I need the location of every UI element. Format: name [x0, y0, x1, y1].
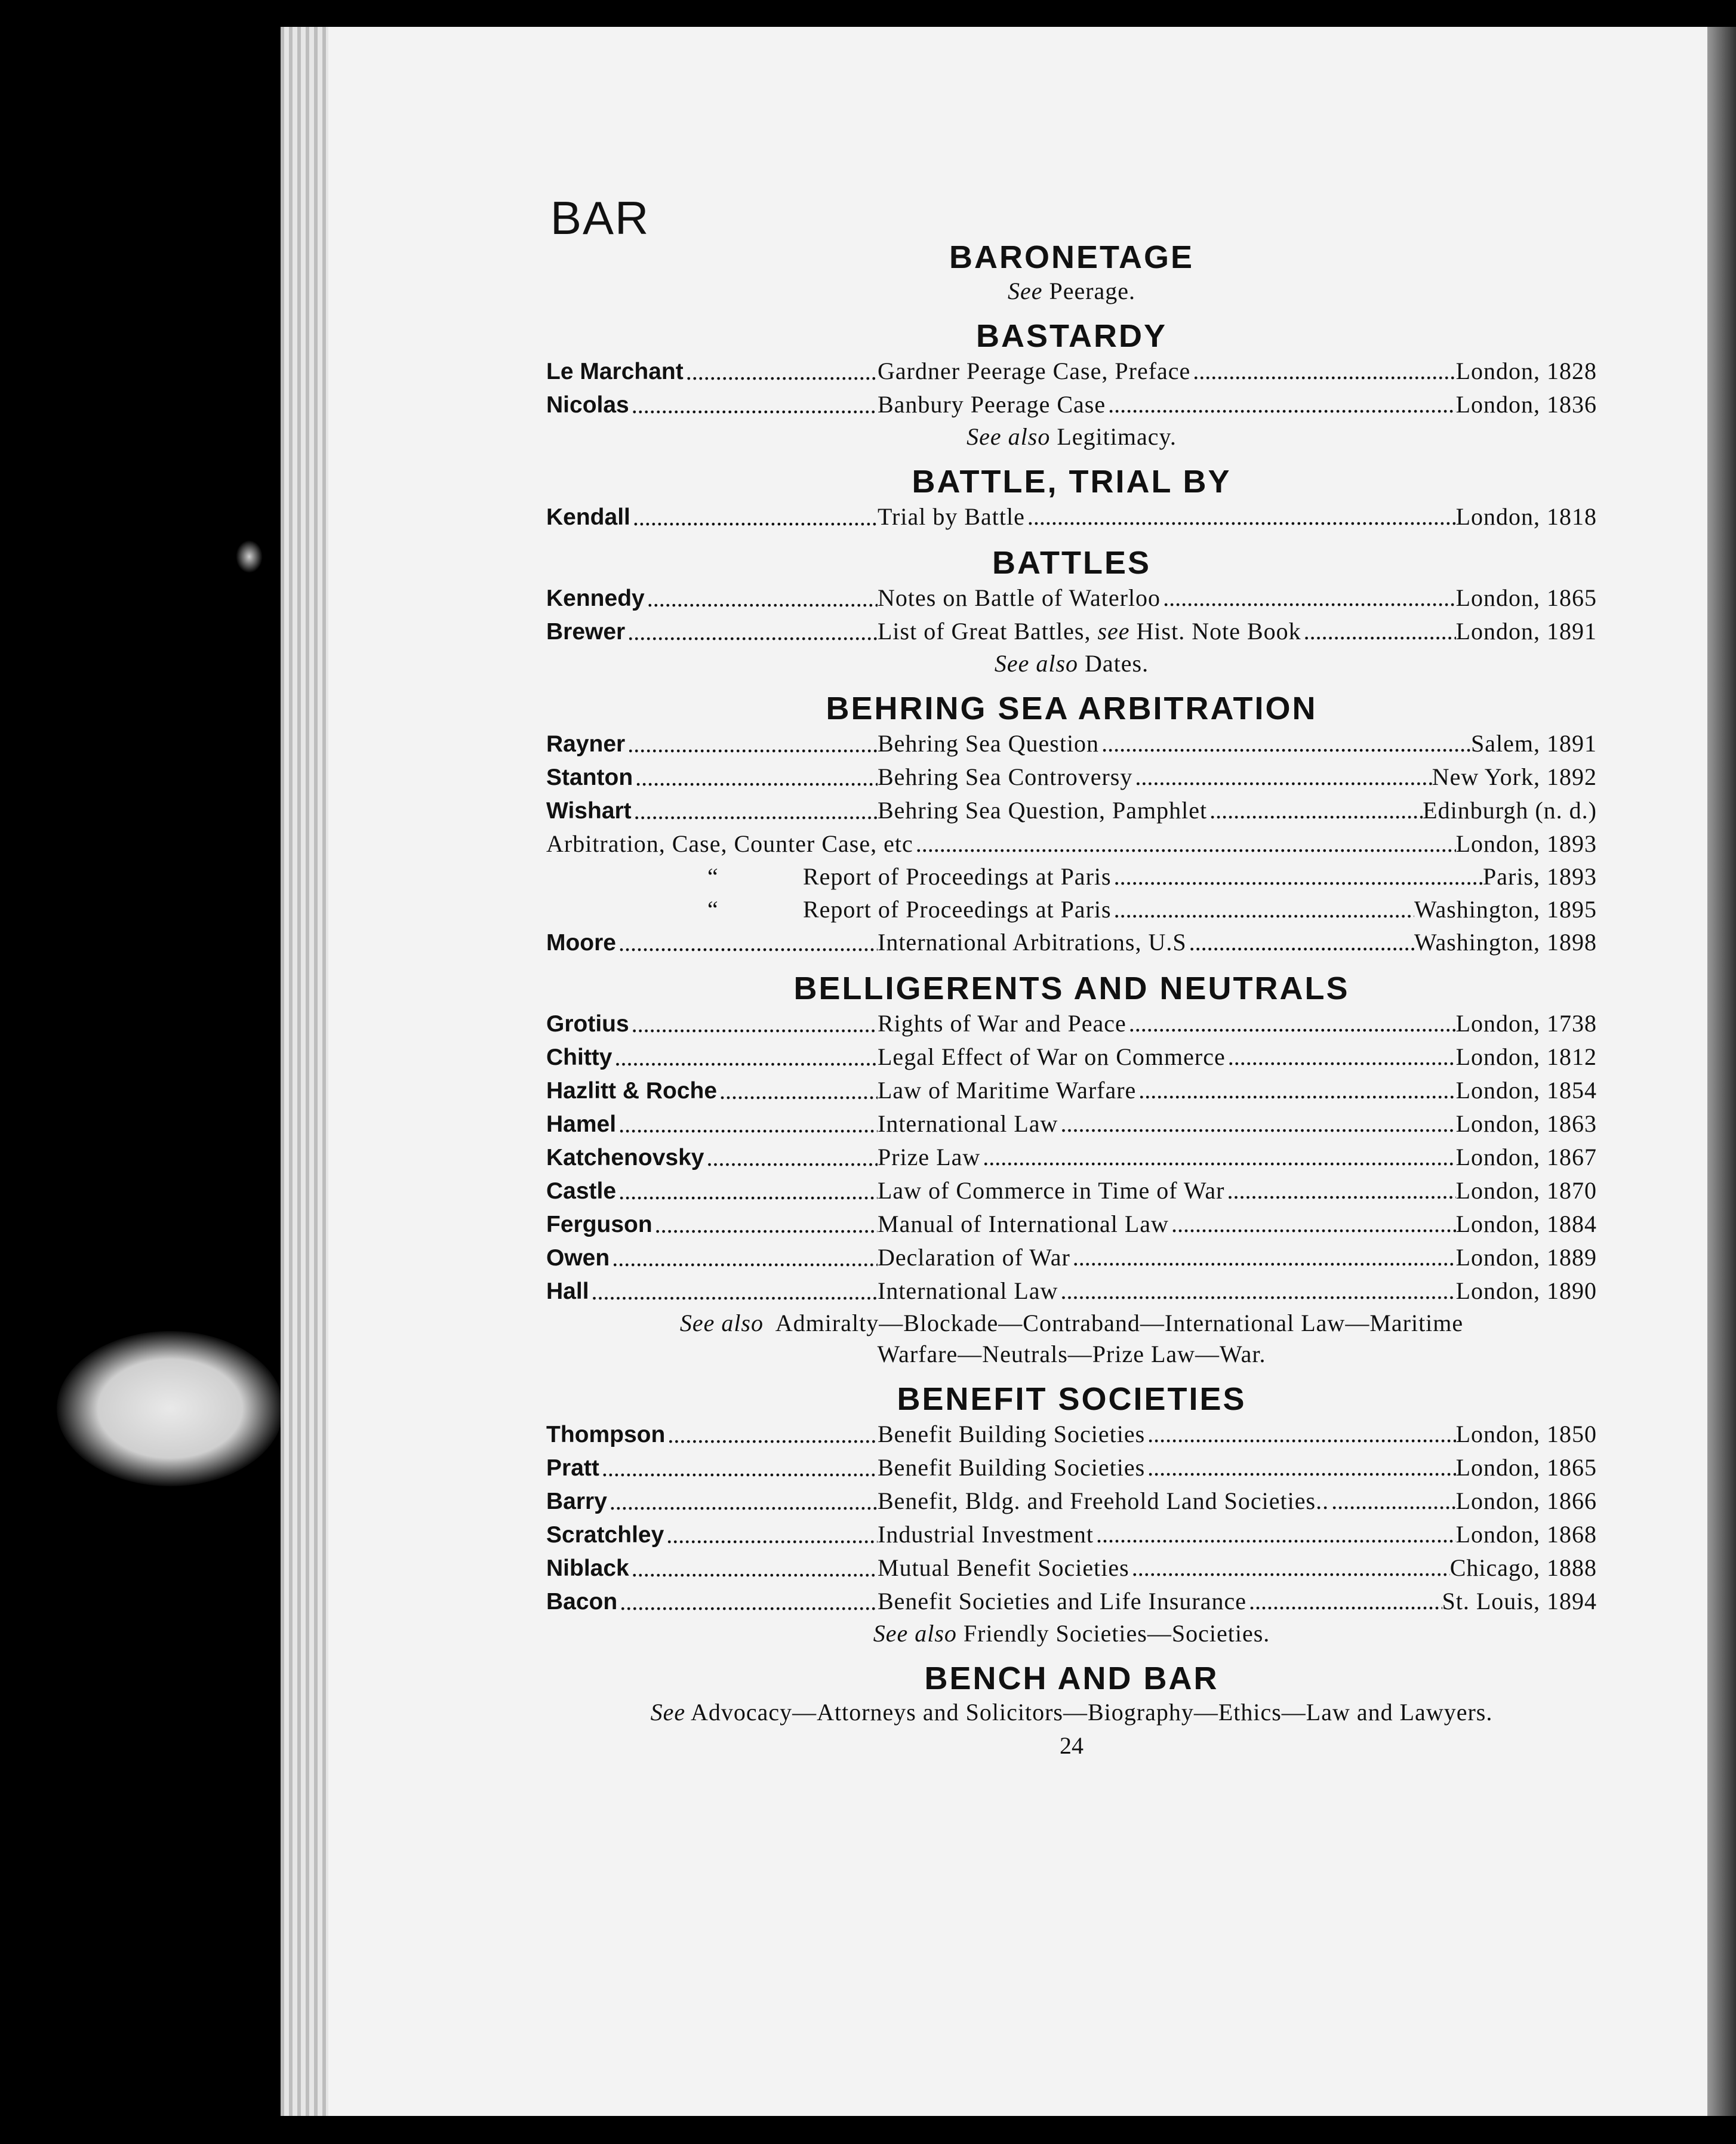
list-item: Stanton . . . Behring Sea Controversy . . . New York, 1892: [546, 760, 1597, 794]
running-head: BAR: [550, 192, 650, 244]
list-item: Hamel . . . International Law . . . London, 1863: [546, 1107, 1597, 1141]
list-item: “ Report of Proceedings at Paris . . . Paris, 1893: [546, 860, 1597, 893]
section-heading: BARONETAGE: [949, 239, 1194, 275]
cross-reference: See also Legitimacy.: [967, 423, 1177, 450]
list-item: Nicolas . . . Banbury Peerage Case . . . London, 1836: [546, 388, 1597, 421]
list-item: Pratt . . . Benefit Building Societies . . . London, 1865: [546, 1451, 1597, 1484]
list-item: Le Marchant . . . Gardner Peerage Case, Preface . . . London, 1828: [546, 355, 1597, 388]
list-item: Hall . . . International Law . . . London, 1890: [546, 1274, 1597, 1308]
section-baronetage: [546, 239, 1597, 307]
list-item: Kendall . . . Trial by Battle . . . London, 1818: [546, 500, 1597, 534]
page-edge: [1707, 27, 1736, 2116]
list-item: Scratchley . . . Industrial Investment . . . London, 1868: [546, 1518, 1597, 1551]
list-item: Moore . . . International Arbitrations, U.S . . . Washington, 1898: [546, 926, 1597, 959]
list-item: Thompson . . . Benefit Building Societies . . . London, 1850: [546, 1418, 1597, 1451]
paper-damage: [57, 1331, 284, 1486]
list-item: Arbitration, Case, Counter Case, etc . . . London, 1893: [546, 827, 1597, 860]
list-item: Grotius . . . Rights of War and Peace . . . London, 1738: [546, 1007, 1597, 1040]
cross-reference: See also Admiralty—Blockade—Contraband—International Law—Maritime: [679, 1310, 1464, 1336]
cross-reference: See Advocacy—Attorneys and Solicitors—Biography—Ethics—Law and Lawyers.: [650, 1699, 1493, 1726]
section-heading: BELLIGERENTS AND NEUTRALS: [793, 971, 1350, 1006]
section-battles: [546, 544, 1597, 679]
section-heading: BENEFIT SOCIETIES: [897, 1381, 1246, 1417]
list-item: Niblack . . . Mutual Benefit Societies . . . Chicago, 1888: [546, 1551, 1597, 1585]
list-item: Owen . . . Declaration of War . . . London, 1889: [546, 1241, 1597, 1274]
page-content: [546, 179, 1597, 1760]
list-item: Wishart . . . Behring Sea Question, Pamphlet . . . Edinburgh (n. d.): [546, 794, 1597, 827]
list-item: Chitty . . . Legal Effect of War on Commerce . . . London, 1812: [546, 1040, 1597, 1074]
list-item: Katchenovsky . . . Prize Law . . . London, 1867: [546, 1141, 1597, 1174]
section-benefit: [546, 1381, 1597, 1649]
section-heading: BENCH AND BAR: [924, 1661, 1219, 1696]
list-item: Castle . . . Law of Commerce in Time of War . . . London, 1870: [546, 1174, 1597, 1207]
page-gutter: [281, 27, 328, 2116]
list-item: Rayner . . . Behring Sea Question . . . Salem, 1891: [546, 727, 1597, 760]
section-heading: BATTLE, TRIAL BY: [912, 464, 1232, 500]
section-heading: BASTARDY: [976, 318, 1167, 354]
list-item: Kennedy . . . Notes on Battle of Waterloo . . . London, 1865: [546, 581, 1597, 615]
section-heading: BATTLES: [992, 545, 1151, 581]
section-belligerents: [546, 970, 1597, 1370]
list-item: Brewer . . . List of Great Battles, see Hist. Note Book . . . London, 1891: [546, 615, 1597, 648]
list-item: Ferguson . . . Manual of International Law . . . London, 1884: [546, 1207, 1597, 1241]
cross-reference: See also Dates.: [994, 650, 1149, 677]
section-battle-trial: [546, 463, 1597, 534]
cross-reference-continued: Warfare—Neutrals—Prize Law—War.: [877, 1341, 1266, 1367]
cross-reference: See Peerage.: [1007, 278, 1136, 304]
cross-reference: See also Friendly Societies—Societies.: [873, 1620, 1270, 1647]
section-behring: [546, 690, 1597, 959]
list-item: Hazlitt & Roche . . . Law of Maritime Warfare . . . London, 1854: [546, 1074, 1597, 1107]
list-item: “ Report of Proceedings at Paris . . . Washington, 1895: [546, 893, 1597, 926]
section-bench: [546, 1660, 1597, 1728]
page-number: 24: [1060, 1732, 1084, 1759]
paper-mark: [236, 540, 263, 573]
section-bastardy: [546, 318, 1597, 452]
list-item: Bacon . . . Benefit Societies and Life Insurance . . . St. Louis, 1894: [546, 1585, 1597, 1618]
list-item: Barry . . . Benefit, Bldg. and Freehold Land Societies.. . . . London, 1866: [546, 1484, 1597, 1518]
section-heading: BEHRING SEA ARBITRATION: [826, 691, 1318, 726]
